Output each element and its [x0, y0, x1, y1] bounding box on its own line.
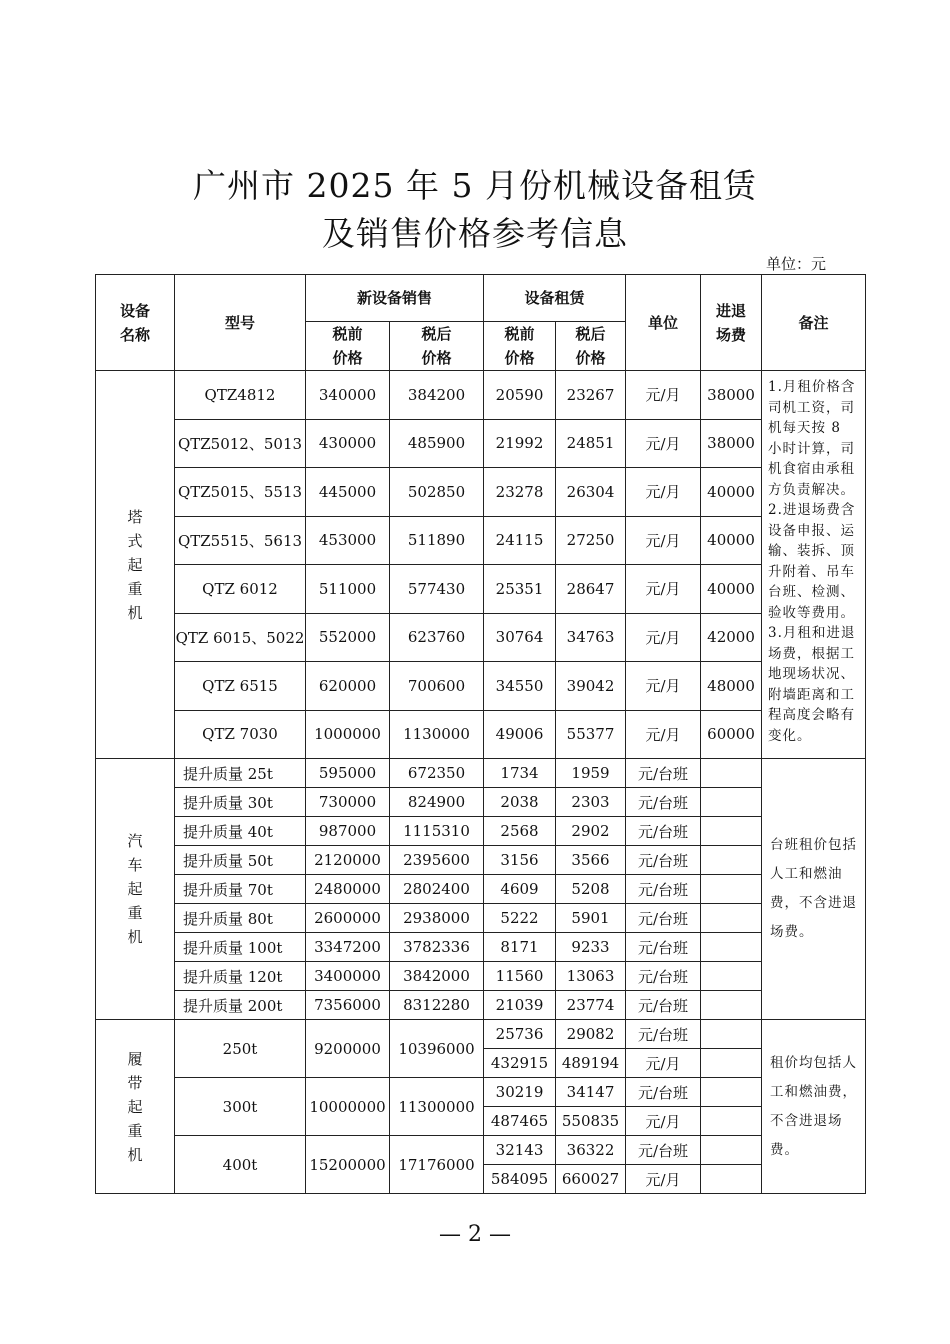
sale-pre-tax-cell: 730000 [306, 788, 390, 817]
entry-exit-fee-cell [701, 846, 762, 875]
remark-cell: 租价均包括人工和燃油费，不含进退场费。 [762, 1020, 866, 1194]
sale-pre-tax-cell: 3347200 [306, 933, 390, 962]
sale-pre-tax-cell: 2480000 [306, 875, 390, 904]
sale-pre-tax-cell: 3400000 [306, 962, 390, 991]
table-row [96, 1078, 866, 1107]
model-cell: QTZ 7030 [175, 710, 306, 759]
table-row [96, 1020, 866, 1049]
table-row [96, 1136, 866, 1165]
rent-post-tax-cell: 489194 [556, 1049, 626, 1078]
rent-post-tax-cell: 5901 [556, 904, 626, 933]
rent-post-tax-cell: 24851 [556, 419, 626, 468]
table-row [96, 516, 866, 565]
rent-post-tax-cell: 5208 [556, 875, 626, 904]
model-cell: QTZ 6012 [175, 565, 306, 614]
table-row [96, 371, 866, 420]
rent-post-tax-cell: 27250 [556, 516, 626, 565]
category-char: 式 [127, 531, 143, 550]
page-number: — 2 — [439, 1222, 511, 1247]
rent-pre-tax-cell: 5222 [484, 904, 556, 933]
unit-cell: 元/月 [626, 468, 701, 517]
sale-pre-tax-cell: 15200000 [306, 1136, 390, 1194]
rent-pre-tax-cell: 32143 [484, 1136, 556, 1165]
sale-post-tax-cell: 11300000 [390, 1078, 484, 1136]
header-sale-pre-tax: 税前价格 [306, 322, 390, 371]
sale-post-tax-cell: 511890 [390, 516, 484, 565]
rent-pre-tax-cell: 1734 [484, 759, 556, 788]
table-row [96, 846, 866, 875]
rent-pre-tax-cell: 2038 [484, 788, 556, 817]
rent-post-tax-cell: 28647 [556, 565, 626, 614]
rent-pre-tax-cell: 21039 [484, 991, 556, 1020]
entry-exit-fee-cell [701, 991, 762, 1020]
sale-pre-tax-cell: 620000 [306, 662, 390, 711]
entry-exit-fee-cell: 40000 [701, 565, 762, 614]
entry-exit-fee-cell: 40000 [701, 516, 762, 565]
document-title-line-2: 及销售价格参考信息 [322, 214, 628, 253]
sale-post-tax-cell: 824900 [390, 788, 484, 817]
model-cell: 300t [175, 1078, 306, 1136]
rent-post-tax-cell: 26304 [556, 468, 626, 517]
rent-post-tax-cell: 29082 [556, 1020, 626, 1049]
unit-cell: 元/台班 [626, 817, 701, 846]
category-char: 带 [127, 1073, 143, 1092]
entry-exit-fee-cell [701, 788, 762, 817]
unit-cell: 元/月 [626, 1107, 701, 1136]
rent-post-tax-cell: 34763 [556, 613, 626, 662]
unit-cell: 元/月 [626, 565, 701, 614]
category-cell [96, 759, 175, 1020]
rent-pre-tax-cell: 34550 [484, 662, 556, 711]
category-char: 车 [127, 856, 143, 874]
rent-post-tax-cell: 34147 [556, 1078, 626, 1107]
sale-post-tax-cell: 1130000 [390, 710, 484, 759]
model-cell: QTZ5515、5613 [175, 516, 306, 565]
model-cell: 提升质量 50t [175, 846, 306, 875]
sale-post-tax-cell: 17176000 [390, 1136, 484, 1194]
entry-exit-fee-cell [701, 1136, 762, 1165]
sale-post-tax-cell: 2802400 [390, 875, 484, 904]
category-char: 起 [127, 1097, 143, 1116]
rent-pre-tax-cell: 30219 [484, 1078, 556, 1107]
remark-cell: 台班租价包括人工和燃油费，不含进退场费。 [762, 759, 866, 1020]
table-row [96, 419, 866, 468]
rent-post-tax-cell: 55377 [556, 710, 626, 759]
table-row [96, 788, 866, 817]
sale-post-tax-cell: 8312280 [390, 991, 484, 1020]
sale-pre-tax-cell: 453000 [306, 516, 390, 565]
rent-pre-tax-cell: 21992 [484, 419, 556, 468]
category-char: 塔 [127, 507, 143, 526]
unit-cell: 元/月 [626, 516, 701, 565]
table-row [96, 613, 866, 662]
category-char: 履 [127, 1049, 143, 1068]
sale-post-tax-cell: 3842000 [390, 962, 484, 991]
rent-pre-tax-cell: 30764 [484, 613, 556, 662]
entry-exit-fee-cell [701, 933, 762, 962]
header-rent-post-tax: 税后价格 [556, 322, 626, 371]
sale-post-tax-cell: 502850 [390, 468, 484, 517]
model-cell: 提升质量 70t [175, 875, 306, 904]
entry-exit-fee-cell [701, 875, 762, 904]
sale-post-tax-cell: 384200 [390, 371, 484, 420]
unit-cell: 元/月 [626, 371, 701, 420]
category-char: 起 [127, 555, 143, 574]
entry-exit-fee-cell: 60000 [701, 710, 762, 759]
header-unit: 单位 [626, 275, 701, 371]
rent-pre-tax-cell: 3156 [484, 846, 556, 875]
rent-pre-tax-cell: 25736 [484, 1020, 556, 1049]
sale-post-tax-cell: 10396000 [390, 1020, 484, 1078]
model-cell: QTZ5012、5013 [175, 419, 306, 468]
table-row [96, 933, 866, 962]
unit-cell: 元/台班 [626, 759, 701, 788]
sale-pre-tax-cell: 595000 [306, 759, 390, 788]
model-cell: 提升质量 120t [175, 962, 306, 991]
rent-pre-tax-cell: 8171 [484, 933, 556, 962]
unit-cell: 元/月 [626, 1165, 701, 1194]
rent-pre-tax-cell: 11560 [484, 962, 556, 991]
table-row [96, 468, 866, 517]
sale-post-tax-cell: 485900 [390, 419, 484, 468]
model-cell: QTZ4812 [175, 371, 306, 420]
rent-post-tax-cell: 23774 [556, 991, 626, 1020]
rent-pre-tax-cell: 49006 [484, 710, 556, 759]
sale-post-tax-cell: 623760 [390, 613, 484, 662]
category-char: 重 [127, 1121, 143, 1140]
entry-exit-fee-cell: 42000 [701, 613, 762, 662]
category-cell [96, 371, 175, 759]
table-row [96, 710, 866, 759]
rent-post-tax-cell: 2303 [556, 788, 626, 817]
sale-pre-tax-cell: 511000 [306, 565, 390, 614]
category-char: 起 [127, 880, 143, 898]
table-row [96, 662, 866, 711]
category-char: 重 [127, 579, 143, 598]
entry-exit-fee-cell [701, 1020, 762, 1049]
rent-post-tax-cell: 39042 [556, 662, 626, 711]
rent-post-tax-cell: 9233 [556, 933, 626, 962]
rent-pre-tax-cell: 432915 [484, 1049, 556, 1078]
sale-pre-tax-cell: 9200000 [306, 1020, 390, 1078]
price-table [95, 274, 866, 1194]
remark-cell: 1.月租价格含司机工资，司机每天按 8 小时计算，司机食宿由承租方负责解决。2.进退场费含设备申报、运输、装拆、顶升附着、吊车台班、检测、验收等费用。3.月租和进退场费，根据工地现场状况、附墙距离和工程高度会略有变化。 [762, 371, 866, 759]
rent-pre-tax-cell: 24115 [484, 516, 556, 565]
header-rent-pre-tax: 税前价格 [484, 322, 556, 371]
rent-post-tax-cell: 1959 [556, 759, 626, 788]
header-entry-exit-fee: 进退场费 [701, 275, 762, 371]
model-cell: 250t [175, 1020, 306, 1078]
sale-post-tax-cell: 577430 [390, 565, 484, 614]
header-remarks: 备注 [762, 275, 866, 371]
sale-pre-tax-cell: 552000 [306, 613, 390, 662]
entry-exit-fee-cell [701, 1165, 762, 1194]
rent-pre-tax-cell: 20590 [484, 371, 556, 420]
header-model: 型号 [175, 275, 306, 371]
sale-pre-tax-cell: 340000 [306, 371, 390, 420]
header-equipment-name: 设备名称 [96, 275, 175, 371]
sale-post-tax-cell: 2938000 [390, 904, 484, 933]
unit-cell: 元/月 [626, 419, 701, 468]
document-title-line-1: 广州市 2025 年 5 月份机械设备租赁 [193, 166, 757, 205]
unit-cell: 元/月 [626, 1049, 701, 1078]
unit-cell: 元/台班 [626, 1136, 701, 1165]
sale-pre-tax-cell: 430000 [306, 419, 390, 468]
category-char: 汽 [127, 832, 143, 850]
table-row [96, 904, 866, 933]
unit-cell: 元/月 [626, 710, 701, 759]
unit-cell: 元/台班 [626, 962, 701, 991]
table-row [96, 991, 866, 1020]
sale-post-tax-cell: 3782336 [390, 933, 484, 962]
header-new-sales: 新设备销售 [306, 275, 484, 322]
entry-exit-fee-cell: 40000 [701, 468, 762, 517]
entry-exit-fee-cell [701, 904, 762, 933]
rent-post-tax-cell: 2902 [556, 817, 626, 846]
category-char: 重 [127, 904, 143, 922]
model-cell: 提升质量 30t [175, 788, 306, 817]
model-cell: 提升质量 200t [175, 991, 306, 1020]
entry-exit-fee-cell [701, 962, 762, 991]
category-char: 机 [127, 1145, 143, 1164]
unit-cell: 元/月 [626, 613, 701, 662]
unit-cell: 元/台班 [626, 991, 701, 1020]
category-cell [96, 1020, 175, 1194]
rent-pre-tax-cell: 25351 [484, 565, 556, 614]
model-cell: 提升质量 100t [175, 933, 306, 962]
entry-exit-fee-cell [701, 817, 762, 846]
entry-exit-fee-cell: 38000 [701, 419, 762, 468]
rent-post-tax-cell: 660027 [556, 1165, 626, 1194]
sale-pre-tax-cell: 2120000 [306, 846, 390, 875]
unit-cell: 元/台班 [626, 1078, 701, 1107]
sale-post-tax-cell: 672350 [390, 759, 484, 788]
sale-pre-tax-cell: 1000000 [306, 710, 390, 759]
rent-post-tax-cell: 36322 [556, 1136, 626, 1165]
rent-pre-tax-cell: 487465 [484, 1107, 556, 1136]
entry-exit-fee-cell [701, 1078, 762, 1107]
table-row [96, 817, 866, 846]
unit-cell: 元/台班 [626, 788, 701, 817]
table-row [96, 875, 866, 904]
entry-exit-fee-cell [701, 1049, 762, 1078]
unit-cell: 元/台班 [626, 875, 701, 904]
unit-cell: 元/台班 [626, 1020, 701, 1049]
model-cell: 提升质量 25t [175, 759, 306, 788]
model-cell: 400t [175, 1136, 306, 1194]
unit-cell: 元/台班 [626, 904, 701, 933]
table-row [96, 759, 866, 788]
table-row [96, 962, 866, 991]
rent-post-tax-cell: 3566 [556, 846, 626, 875]
model-cell: QTZ 6015、5022 [175, 613, 306, 662]
model-cell: QTZ 6515 [175, 662, 306, 711]
sale-post-tax-cell: 700600 [390, 662, 484, 711]
unit-label: 单位：元 [766, 255, 827, 273]
sale-pre-tax-cell: 987000 [306, 817, 390, 846]
rent-post-tax-cell: 13063 [556, 962, 626, 991]
rent-post-tax-cell: 550835 [556, 1107, 626, 1136]
sale-post-tax-cell: 1115310 [390, 817, 484, 846]
rent-pre-tax-cell: 584095 [484, 1165, 556, 1194]
header-row-1 [96, 275, 866, 322]
unit-cell: 元/台班 [626, 846, 701, 875]
category-char: 机 [127, 603, 143, 622]
entry-exit-fee-cell [701, 759, 762, 788]
model-cell: 提升质量 40t [175, 817, 306, 846]
rent-pre-tax-cell: 23278 [484, 468, 556, 517]
rent-post-tax-cell: 23267 [556, 371, 626, 420]
unit-cell: 元/月 [626, 662, 701, 711]
entry-exit-fee-cell [701, 1107, 762, 1136]
sale-pre-tax-cell: 2600000 [306, 904, 390, 933]
sale-pre-tax-cell: 445000 [306, 468, 390, 517]
header-rental: 设备租赁 [484, 275, 626, 322]
model-cell: 提升质量 80t [175, 904, 306, 933]
rent-pre-tax-cell: 4609 [484, 875, 556, 904]
sale-pre-tax-cell: 7356000 [306, 991, 390, 1020]
rent-pre-tax-cell: 2568 [484, 817, 556, 846]
category-char: 机 [127, 928, 143, 946]
sale-post-tax-cell: 2395600 [390, 846, 484, 875]
model-cell: QTZ5015、5513 [175, 468, 306, 517]
entry-exit-fee-cell: 38000 [701, 371, 762, 420]
header-sale-post-tax: 税后价格 [390, 322, 484, 371]
sale-pre-tax-cell: 10000000 [306, 1078, 390, 1136]
unit-cell: 元/台班 [626, 933, 701, 962]
table-row [96, 565, 866, 614]
entry-exit-fee-cell: 48000 [701, 662, 762, 711]
